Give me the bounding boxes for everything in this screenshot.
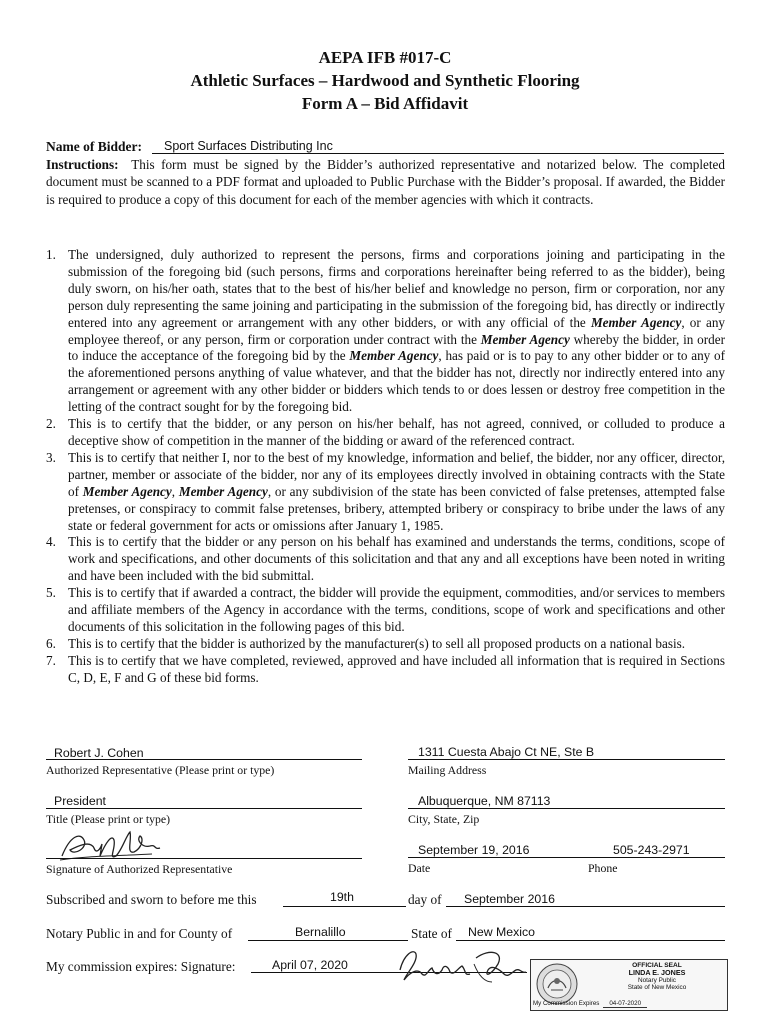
certification-item [46, 416, 725, 450]
item-text: whereby the bidder, in order to induce the acceptance of the foregoing bid by the [68, 331, 725, 364]
item-text: , [171, 483, 179, 499]
title-value[interactable]: President [54, 794, 106, 808]
rep-name-caption: Authorized Representative (Please print or type) [46, 763, 275, 777]
city-caption: City, State, Zip [408, 812, 480, 826]
address-underline [408, 759, 725, 760]
address-field [408, 742, 725, 778]
city-underline [408, 808, 725, 809]
county-value[interactable]: Bernalillo [295, 925, 346, 939]
item-number: 7. [46, 652, 56, 668]
date-caption: Date [408, 861, 431, 875]
certification-item [46, 653, 725, 687]
certification-item [46, 534, 725, 585]
seal-state: State of New Mexico [627, 984, 687, 992]
date-value[interactable]: September 19, 2016 [418, 843, 530, 857]
item-text: This is to certify that neither I, nor to the best of my knowledge, information and belief, the bidder, nor any officer, director, partner, member or associate of the bidder, nor any of its employees directly involved in obtaining contracts with the State of [68, 449, 725, 499]
official-seal [530, 959, 728, 1011]
city-field [408, 791, 725, 827]
document-title: AEPA IFB #017-C [318, 48, 452, 67]
instructions-paragraph [46, 156, 725, 208]
expires-label: My commission expires: Signature: [46, 959, 236, 974]
seal-notary-title: Notary Public [637, 976, 676, 984]
item-text: , or any employee thereof, or any person, firm or corporation under contract with the [68, 314, 726, 347]
certification-item [46, 247, 725, 416]
item-text: The undersigned, duly authorized to represent the persons, firms and corporations joining and participating in the submission of the foregoing bid (such persons, firms and corporations hereinafter being referred to as the bidder), being duly sworn, on his/her oath, states that to the best of his/her belief and knowledge no person, firm or corporation, nor any person duly representing the same joining and participating in the submission of the foregoing bid, has directly or indirectly entered into any agreement or arrangement with any other bidders, or with any official of the [68, 247, 725, 330]
item-text: This is to certify that the bidder is authorized by the manufacturer(s) to sell all proposed products on a national basis. [68, 635, 686, 651]
instructions-label: Instructions: [46, 157, 119, 172]
phone-caption: Phone [588, 861, 618, 875]
member-agency-term: Member Agency [480, 331, 570, 347]
instructions-text: This form must be signed by the Bidder’s authorized representative and notarized below. The completed document must be scanned to a PDF format and uploaded to Public Purchase with the Bidder’s proposal. If awarded, the Bidder is required to produce a copy of this document for each of the member agencies with which it contracts. [46, 157, 725, 207]
sworn-month-underline [446, 906, 725, 907]
item-number: 3. [46, 449, 56, 465]
address-value[interactable]: 1311 Cuesta Abajo Ct NE, Ste B [418, 745, 595, 759]
sworn-day-underline [283, 906, 406, 907]
member-agency-term: Member Agency [178, 483, 268, 499]
rep-name-field [46, 743, 362, 779]
notary-signature-icon [392, 944, 532, 988]
item-text: , or any subdivision of the state has been convicted of false pretenses, attempted false pretenses, or conspiracy to commit false pretenses, bribery, attempted bribery or conspiracy to bribe under the laws of any state or federal government for acts or omissions after January 1, 1985. [68, 483, 725, 533]
rep-name-underline [46, 759, 362, 760]
item-text: This is to certify that the bidder, or any person on his/her behalf, has not agreed, connived, or colluded to produce a deceptive show of competition in the manner of the bidding or award of the referenced contract. [68, 416, 725, 448]
seal-expiration [533, 1000, 647, 1008]
state-underline [456, 940, 725, 941]
item-text: This is to certify that we have completed, reviewed, approved and have included all information that is required in Sections C, D, E, F and G of these bid forms. [68, 652, 725, 685]
bidder-name-label: Name of Bidder: [46, 139, 142, 154]
county-label: Notary Public in and for County of [46, 926, 233, 941]
sworn-label: Subscribed and sworn to before me this [46, 892, 257, 907]
address-caption: Mailing Address [408, 763, 487, 777]
city-value[interactable]: Albuquerque, NM 87113 [418, 794, 551, 808]
date-phone-underline [408, 857, 725, 858]
phone-value[interactable]: 505-243-2971 [613, 843, 690, 857]
member-agency-term: Member Agency [349, 348, 439, 364]
bidder-name-field [46, 139, 726, 157]
title-underline [46, 808, 362, 809]
county-underline [248, 940, 408, 941]
seal-text-block [589, 962, 725, 992]
certification-list [46, 247, 725, 687]
state-label: State of [411, 926, 452, 941]
item-text: This is to certify that the bidder or any person on his behalf has examined and understands the terms, conditions, scope of work and specifications, and other documents of this solicitation and that any and all exceptions have been noted in writing and have been included with the bid submittal. [68, 534, 725, 584]
title-caption: Title (Please print or type) [46, 812, 171, 826]
document-subtitle: Athletic Surfaces – Hardwood and Synthetic Flooring [190, 71, 580, 90]
member-agency-term: Member Agency [82, 483, 172, 499]
signature-underline [46, 858, 362, 859]
seal-notary-name: LINDA E. JONES [628, 968, 686, 978]
title-field [46, 792, 362, 828]
rep-signature-icon [56, 826, 166, 866]
sworn-month-value[interactable]: September 2016 [464, 892, 555, 906]
item-number: 1. [46, 247, 56, 262]
form-title: Form A – Bid Affidavit [301, 94, 469, 113]
certification-item [46, 636, 725, 653]
bidder-name-underline [152, 153, 724, 154]
certification-item [46, 450, 725, 535]
day-of-label: day of [408, 892, 442, 907]
signature-field [46, 826, 362, 878]
state-value[interactable]: New Mexico [468, 925, 535, 939]
item-text: This is to certify that if awarded a contract, the bidder will provide the equipment, commodities, and/or services to members and affiliate members of the Agency in accordance with the terms, conditions, scope of work and specifications and other documents of this solicitation in the following pages of this bid. [68, 585, 725, 634]
item-text: , has paid or is to pay to any other bidder or to any of the aforementioned persons anything of value whatever, and that the bidder has not, directly nor indirectly entered into any arrangement or agreement with any other bidder or bidders which tends to or does lessen or destroy free competition in the letting of the contract sought for by the foregoing bid. [68, 348, 725, 415]
sworn-day-value[interactable]: 19th [330, 890, 354, 904]
rep-name-value[interactable]: Robert J. Cohen [54, 746, 144, 760]
member-agency-term: Member Agency [590, 314, 682, 330]
item-number: 6. [46, 635, 56, 651]
bidder-name-value[interactable]: Sport Surfaces Distributing Inc [164, 139, 333, 153]
item-number: 4. [46, 534, 56, 550]
expires-value[interactable]: April 07, 2020 [272, 958, 348, 972]
certification-item [46, 585, 725, 636]
seal-expires-label: My Commission Expires [533, 1000, 600, 1007]
item-number: 2. [46, 416, 56, 432]
seal-expires-value: 04-07-2020 [603, 1000, 647, 1008]
signature-caption: Signature of Authorized Representative [46, 862, 233, 876]
seal-heading: OFFICIAL SEAL [632, 962, 682, 969]
item-number: 5. [46, 585, 56, 601]
document-header [0, 46, 770, 115]
date-phone-field [408, 840, 725, 876]
